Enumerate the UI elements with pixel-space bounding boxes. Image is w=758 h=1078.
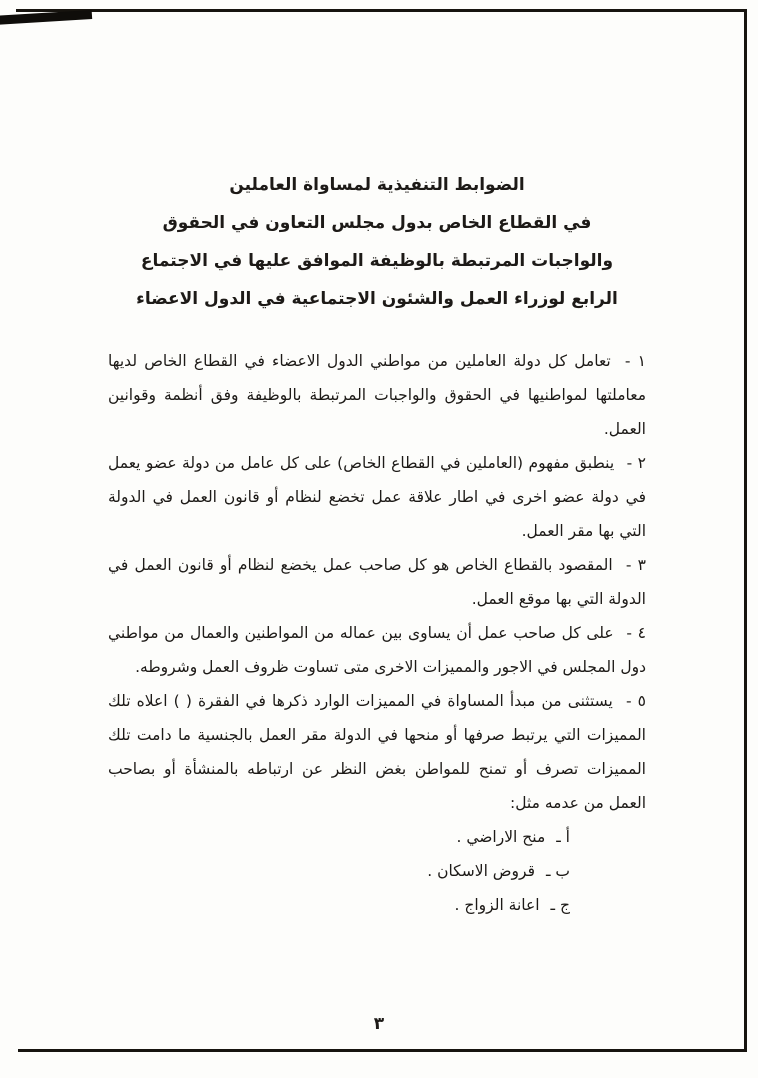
scan-edge-right [744,9,747,1052]
clause-1-number: ١ - [624,352,646,370]
clause-2 [108,446,646,548]
title-line-4: الرابع لوزراء العمل والشئون الاجتماعية في الدول الاعضاء [136,289,618,309]
clause-3 [108,548,646,616]
clause-3-number: ٣ - [625,556,646,574]
document-title [108,166,646,318]
clause-4 [108,616,646,684]
clause-2-number: ٢ - [626,454,646,472]
subitem-c-text: اعانة الزواج . [454,896,540,914]
subitem-c [108,888,570,922]
subitem-a-label: أ ـ [556,828,570,846]
clause-1 [108,344,646,446]
title-line-1: الضوابط التنفيذية لمساواة العاملين [229,175,525,195]
clause-5-text: يستثنى من مبدأ المساواة في المميزات الوارد ذكرها في الفقرة ( ) اعلاه تلك المميزات التي يرتبط صرفها أو منحها في الدولة مقر العمل بالجنسية ما دامت تلك المميزات تصرف أو تمنح للمواطن بغض النظر عن ارتباطه بالمنشأة أو بصاحب العمل من عدمه مثل: [108,692,646,812]
document-content [108,166,646,922]
title-line-3: والواجبات المرتبطة بالوظيفة الموافق عليها في الاجتماع [140,251,614,271]
subitem-b-label: ب ـ [545,862,570,880]
clause-5 [108,684,646,820]
subitem-b [108,854,570,888]
title-line-2: في القطاع الخاص بدول مجلس التعاون في الحقوق [162,213,592,233]
subitem-c-label: ج ـ [550,896,570,914]
page-number: ٣ [373,1014,385,1034]
clause-1-text: تعامل كل دولة العاملين من مواطني الدول الاعضاء في القطاع الخاص لديها معاملتها لمواطنيها في الحقوق والواجبات المرتبطة بالوظيفة وفق أنظمة وقوانين العمل. [108,352,646,438]
document-body [108,344,646,922]
subitem-a [108,820,570,854]
scan-artifact-top-left [0,10,92,25]
scan-edge-top [16,9,746,12]
clause-3-text: المقصود بالقطاع الخاص هو كل صاحب عمل يخضع لنظام أو قانون العمل في الدولة التي بها موقع العمل. [108,556,646,608]
clause-4-text: على كل صاحب عمل أن يساوى بين عماله من المواطنين والعمال من مواطني دول المجلس في الاجور والمميزات الاخرى متى تساوت ظروف العمل وشروطه. [108,624,646,676]
clause-5-number: ٥ - [625,692,646,710]
clause-4-number: ٤ - [626,624,646,642]
subitem-a-text: منح الاراضي . [456,828,546,846]
subitem-b-text: قروض الاسكان . [427,862,535,880]
clause-5-subitems [108,820,646,922]
scan-edge-bottom [18,1049,747,1052]
clause-2-text: ينطبق مفهوم (العاملين في القطاع الخاص) على كل عامل من دولة عضو يعمل في دولة عضو اخرى في اطار علاقة عمل تخضع لنظام أو قانون العمل في الدولة التي بها مقر العمل. [108,454,646,540]
